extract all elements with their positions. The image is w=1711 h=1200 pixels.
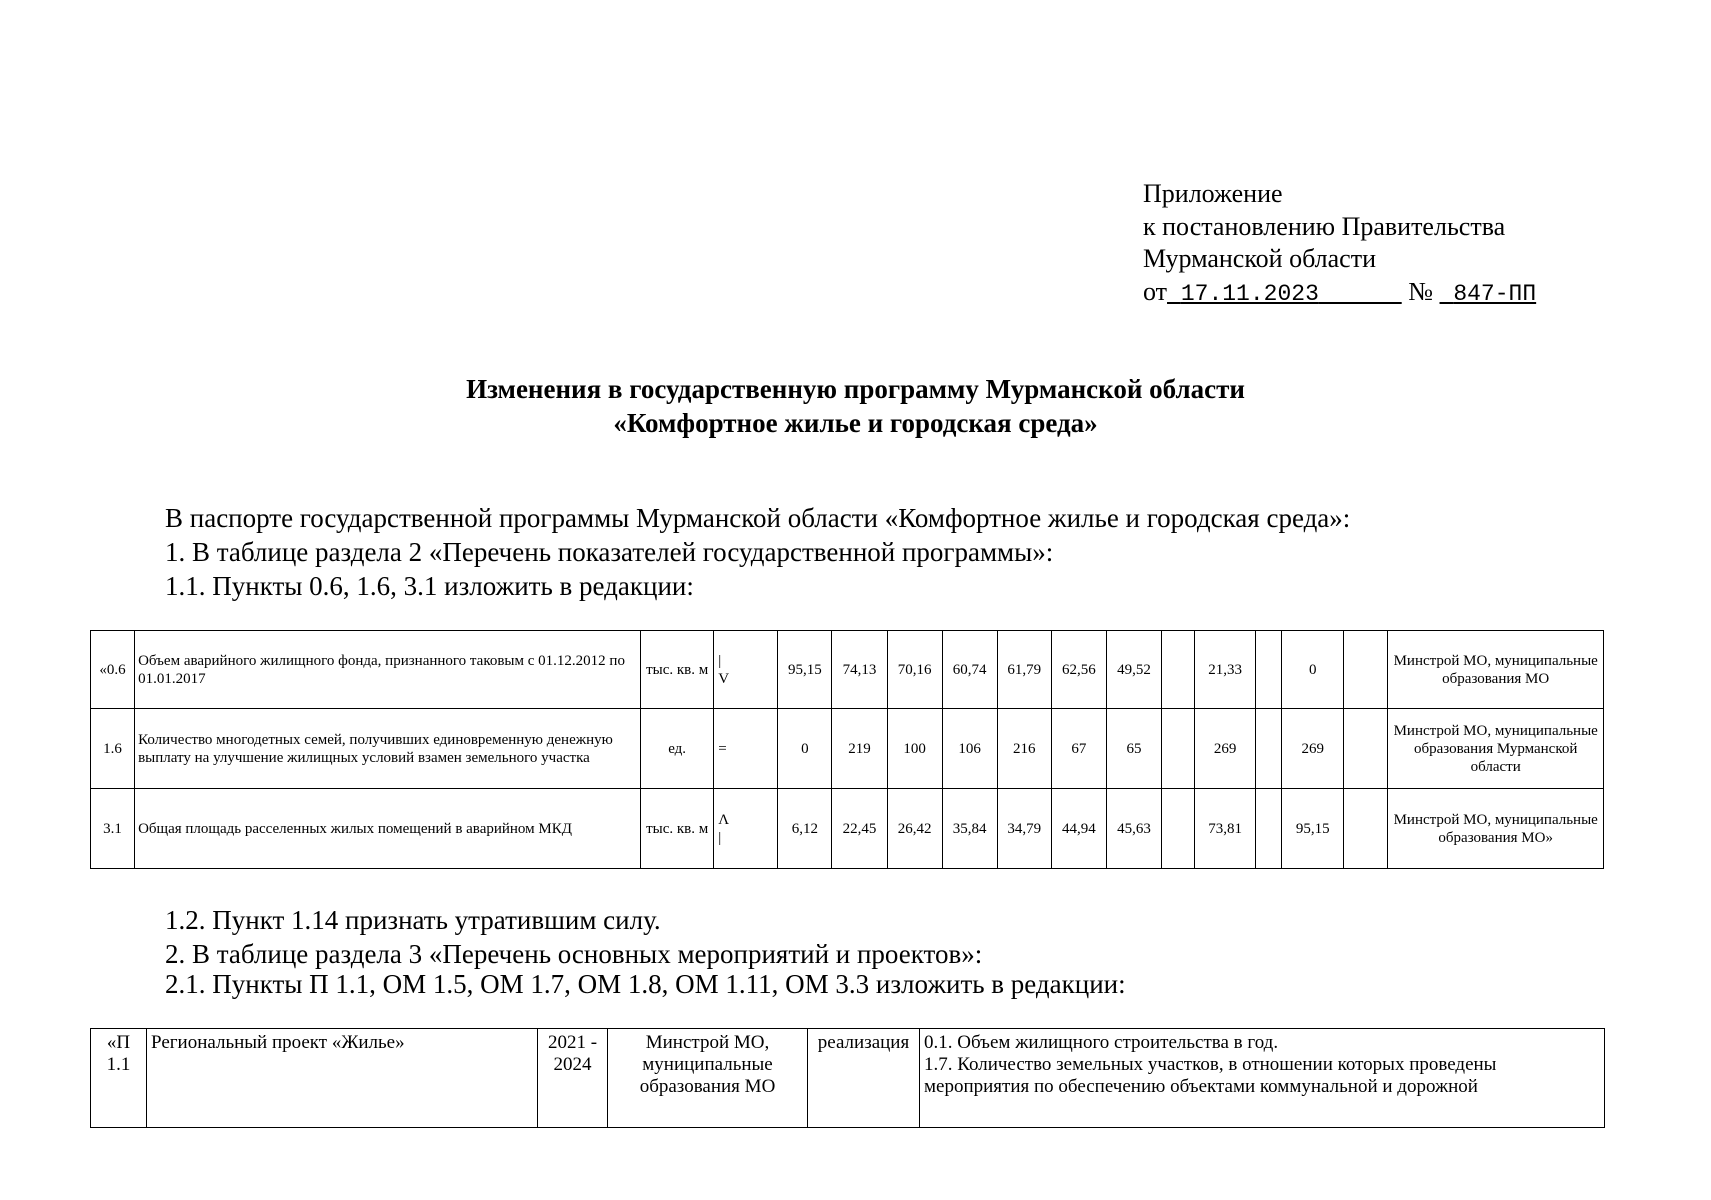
indicator-name: Общая площадь расселенных жилых помещений в аварийном МКД [135,789,641,869]
appendix-date-number [1143,276,1536,311]
resolution-date: 17.11.2023 [1180,280,1319,307]
resolution-number: 847-ПП [1453,280,1537,307]
table-row [91,789,1604,869]
value-cell: 269 [1282,709,1344,789]
indicator-name: Количество многодетных семей, получивших единовременную денежную выплату на улучшение жилищных условий взамен земельного участка [135,709,641,789]
paragraph-item-1: 1. В таблице раздела 2 «Перечень показателей государственной программы»: [165,537,1054,567]
value-cell [1256,709,1282,789]
unit-cell: ед. [641,709,714,789]
value-cell: 34,79 [997,789,1051,869]
value-cell: 61,79 [997,631,1051,709]
date-prefix: от [1143,276,1168,306]
indicators-cell [920,1029,1605,1128]
responsible-cell: Минстрой МО, муниципальные образования МО [608,1029,808,1128]
unit-cell: тыс. кв. м [641,631,714,709]
unit-cell: тыс. кв. м [641,789,714,869]
responsible-cell: Минстрой МО, муниципальные образования МО [1388,631,1604,709]
row-number: 3.1 [91,789,135,869]
appendix-resolution: к постановлению Правительства [1143,211,1506,241]
number-prefix: № [1408,276,1434,306]
value-cell: 106 [942,709,997,789]
value-cell: 269 [1195,709,1256,789]
period-cell: 2021 - 2024 [538,1029,608,1128]
value-cell: 35,84 [942,789,997,869]
value-cell: 65 [1106,709,1161,789]
value-cell: 95,15 [1282,789,1344,869]
value-cell [1162,789,1195,869]
value-cell: 22,45 [832,789,887,869]
number-field-lead [1440,281,1454,307]
value-cell: 49,52 [1106,631,1161,709]
value-cell [1256,789,1282,869]
indicators-table [90,630,1604,869]
appendix-block [1143,178,1536,310]
value-cell [1162,631,1195,709]
value-cell: 0 [1282,631,1344,709]
direction-cell: Λ | [714,789,778,869]
responsible-cell: Минстрой МО, муниципальные образования МО» [1388,789,1604,869]
value-cell [1256,631,1282,709]
value-cell: 73,81 [1195,789,1256,869]
document-title [0,372,1711,440]
direction-cell: = [714,709,778,789]
value-cell: 0 [778,709,832,789]
indicator-line: 0.1. Объем жилищного строительства в год. [924,1032,1279,1053]
value-cell [1344,709,1388,789]
paragraph-item-2: 2. В таблице раздела 3 «Перечень основных мероприятий и проектов»: [165,939,983,969]
value-cell: 74,13 [832,631,887,709]
paragraph-intro: В паспорте государственной программы Мурманской области «Комфортное жилье и городская среда»: [165,503,1351,533]
row-number: 1.6 [91,709,135,789]
value-cell: 26,42 [887,789,942,869]
value-cell: 44,94 [1051,789,1106,869]
date-field-lead [1167,281,1181,307]
row-number: «П 1.1 [91,1029,147,1128]
value-cell: 45,63 [1106,789,1161,869]
table-row [91,709,1604,789]
value-cell: 219 [832,709,887,789]
value-cell: 67 [1051,709,1106,789]
value-cell: 6,12 [778,789,832,869]
value-cell: 216 [997,709,1051,789]
value-cell: 70,16 [887,631,942,709]
projects-table [90,1028,1605,1128]
stage-cell: реализация [808,1029,920,1128]
paragraph-item-1-1: 1.1. Пункты 0.6, 1.6, 3.1 изложить в редакции: [165,571,694,601]
direction-cell: | V [714,631,778,709]
value-cell [1344,631,1388,709]
value-cell: 21,33 [1195,631,1256,709]
date-field-tail [1319,281,1402,307]
row-number: «0.6 [91,631,135,709]
indicator-name: Объем аварийного жилищного фонда, признанного таковым с 01.12.2012 по 01.01.2017 [135,631,641,709]
indicator-line: 1.7. Количество земельных участков, в отношении которых проведены мероприятия по обеспечению объектами коммунальной и дорожной [924,1054,1497,1097]
paragraph-item-2-1: 2.1. Пункты П 1.1, ОМ 1.5, ОМ 1.7, ОМ 1.8, ОМ 1.11, ОМ 3.3 изложить в редакции: [165,969,1126,999]
table-row [91,1029,1605,1128]
appendix-title: Приложение [1143,179,1283,208]
value-cell: 62,56 [1051,631,1106,709]
table-row [91,631,1604,709]
responsible-cell: Минстрой МО, муниципальные образования Мурманской области [1388,709,1604,789]
paragraph-item-1-2: 1.2. Пункт 1.14 признать утратившим силу. [165,905,661,935]
document-title-line1: Изменения в государственную программу Мурманской области [466,374,1245,404]
value-cell: 60,74 [942,631,997,709]
value-cell: 100 [887,709,942,789]
value-cell: 95,15 [778,631,832,709]
document-title-line2: «Комфортное жилье и городская среда» [613,408,1098,438]
project-name: Региональный проект «Жилье» [147,1029,538,1128]
appendix-region: Мурманской области [1143,244,1376,273]
value-cell [1162,709,1195,789]
value-cell [1344,789,1388,869]
